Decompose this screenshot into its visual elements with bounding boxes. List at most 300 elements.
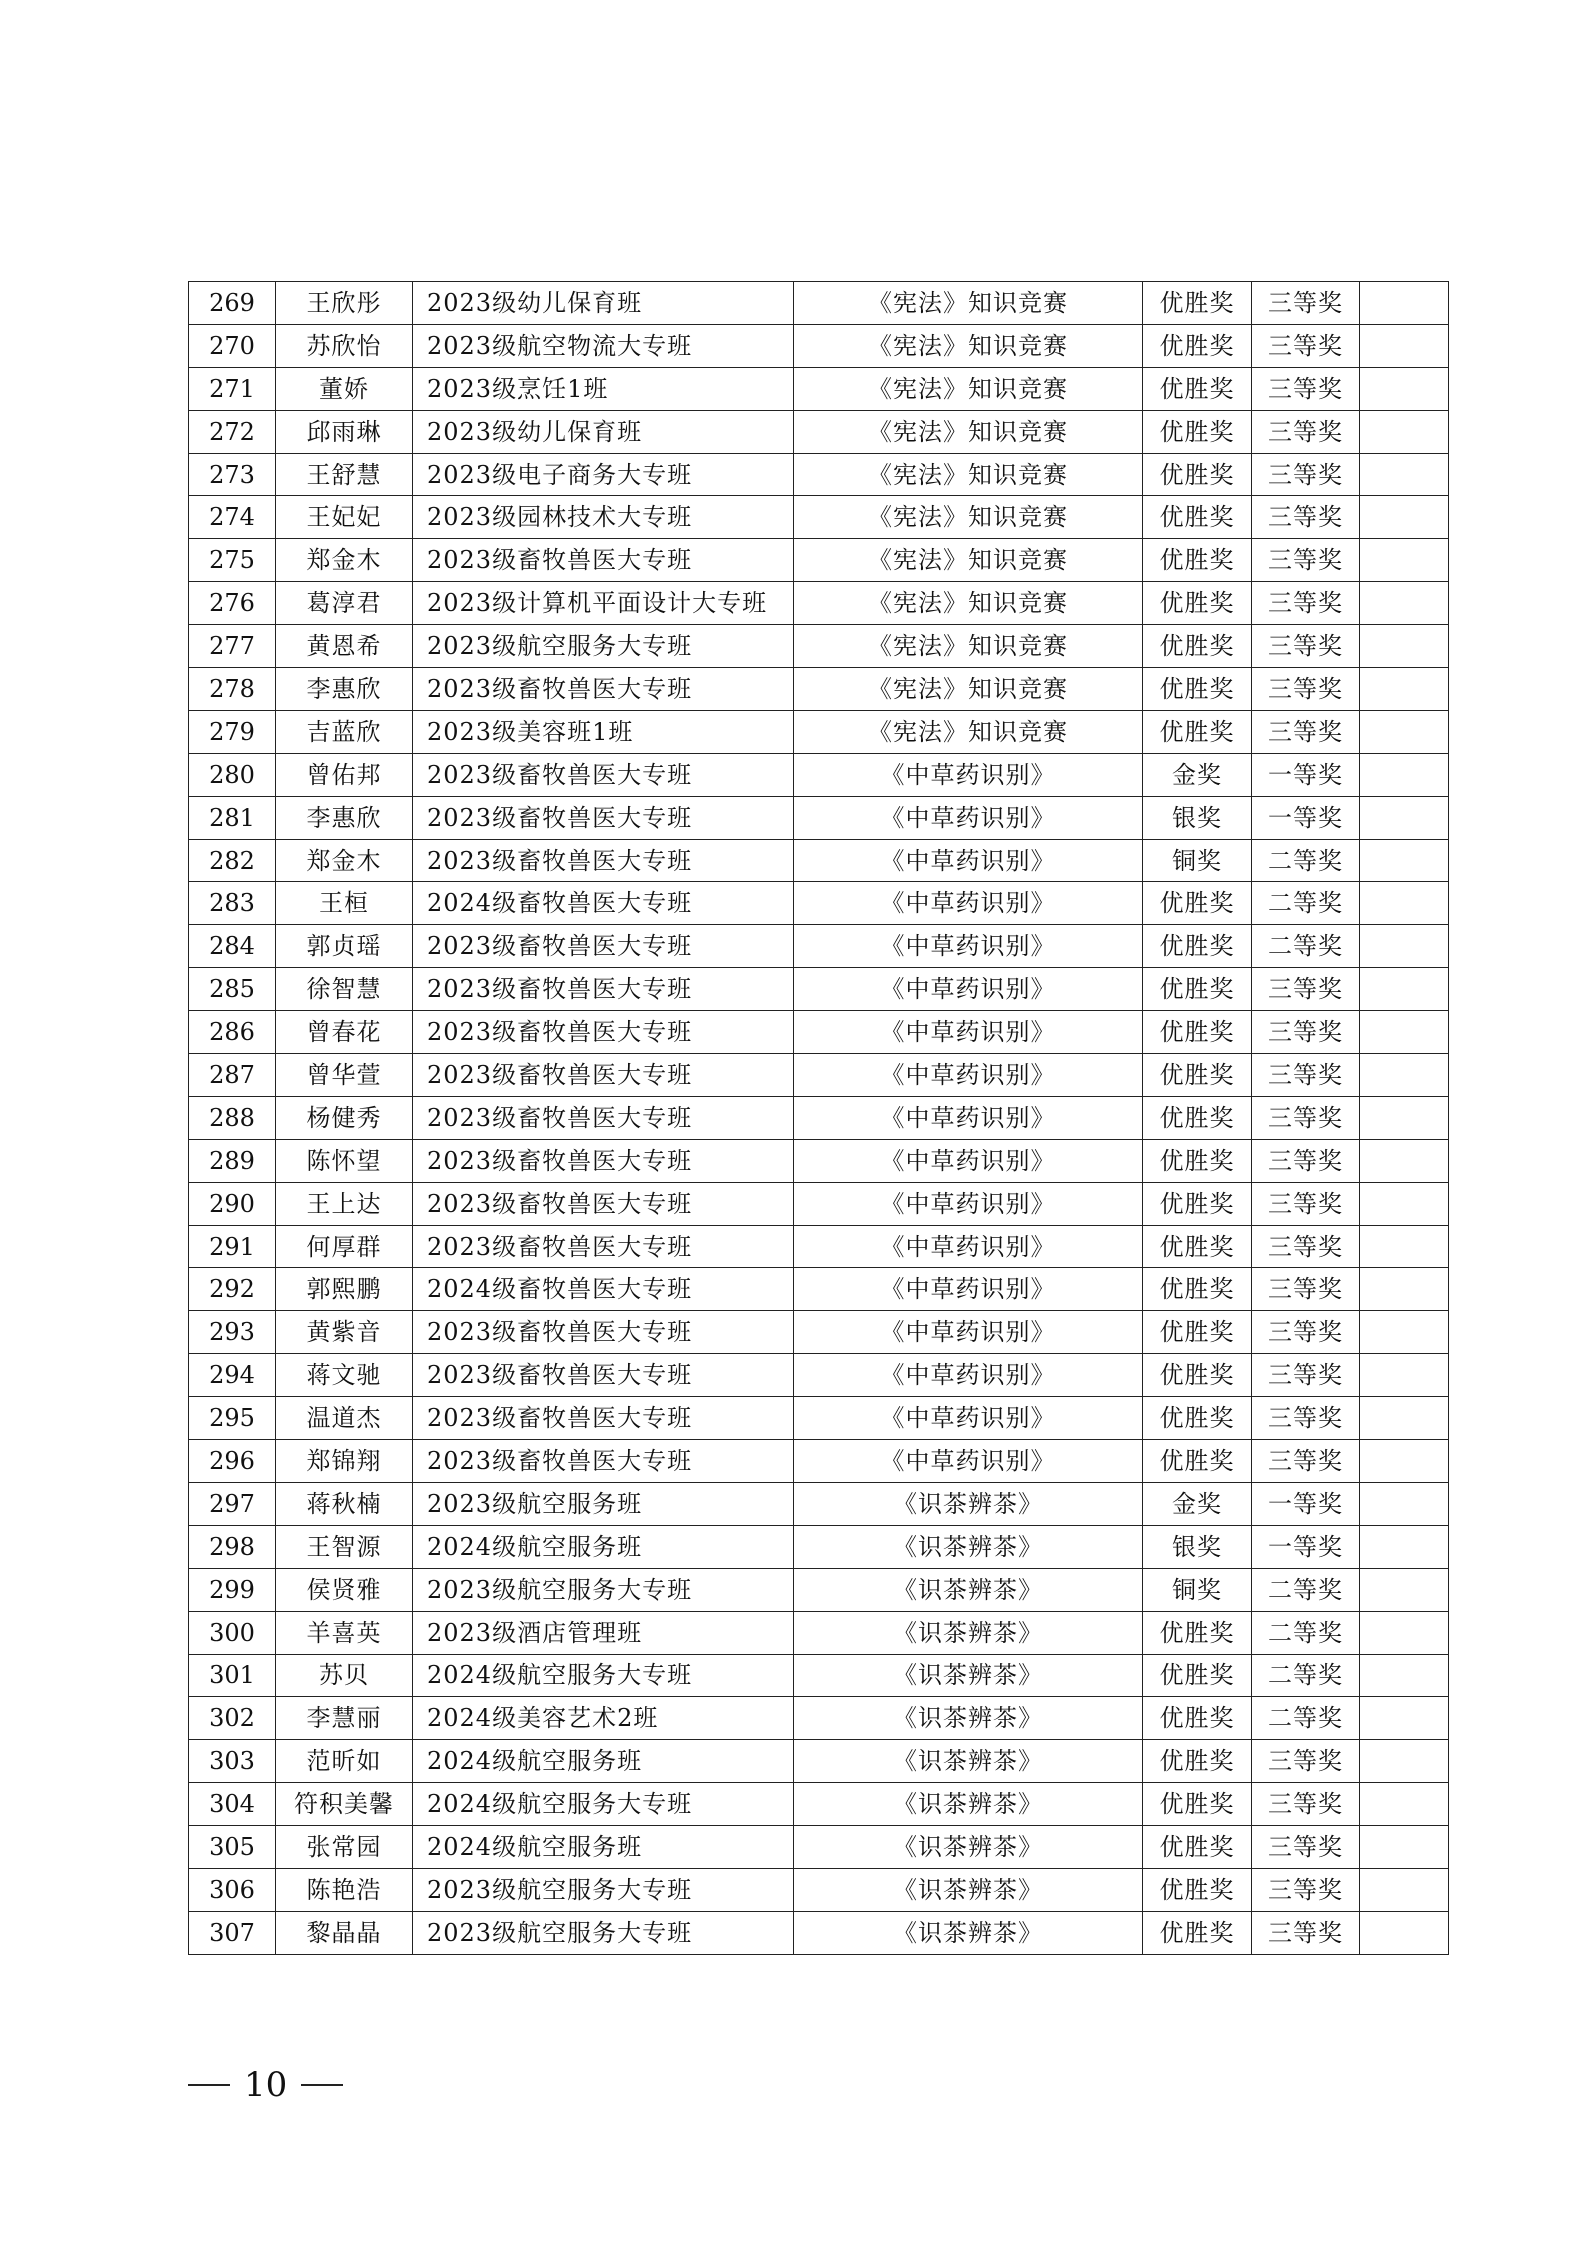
cell-award: 优胜奖 (1143, 1311, 1252, 1354)
cell-name: 何厚群 (276, 1225, 413, 1268)
cell-name: 李惠欣 (276, 668, 413, 711)
cell-remark (1360, 1568, 1449, 1611)
cell-award: 优胜奖 (1143, 1011, 1252, 1054)
cell-grade: 三等奖 (1252, 410, 1360, 453)
cell-grade: 三等奖 (1252, 1096, 1360, 1139)
cell-grade: 二等奖 (1252, 1654, 1360, 1697)
cell-class: 2023级计算机平面设计大专班 (413, 582, 794, 625)
cell-name: 王智源 (276, 1525, 413, 1568)
cell-number: 306 (189, 1868, 276, 1911)
cell-class: 2023级畜牧兽医大专班 (413, 1054, 794, 1097)
cell-name: 苏贝 (276, 1654, 413, 1697)
cell-competition: 《识茶辨茶》 (794, 1783, 1143, 1826)
cell-award: 优胜奖 (1143, 1697, 1252, 1740)
cell-competition: 《宪法》知识竞赛 (794, 625, 1143, 668)
cell-award: 优胜奖 (1143, 668, 1252, 711)
cell-competition: 《中草药识别》 (794, 1311, 1143, 1354)
table-row (189, 1139, 1449, 1182)
cell-grade: 三等奖 (1252, 1826, 1360, 1869)
cell-number: 280 (189, 753, 276, 796)
cell-competition: 《宪法》知识竞赛 (794, 539, 1143, 582)
table-row (189, 453, 1449, 496)
cell-award: 优胜奖 (1143, 1654, 1252, 1697)
cell-grade: 三等奖 (1252, 282, 1360, 325)
cell-class: 2023级园林技术大专班 (413, 496, 794, 539)
cell-grade: 三等奖 (1252, 1868, 1360, 1911)
cell-remark (1360, 1182, 1449, 1225)
cell-award: 优胜奖 (1143, 1868, 1252, 1911)
cell-class: 2023级畜牧兽医大专班 (413, 668, 794, 711)
table-row (189, 925, 1449, 968)
page-number-dash-right (301, 2084, 343, 2086)
table-row (189, 1011, 1449, 1054)
table-row (189, 1525, 1449, 1568)
cell-number: 275 (189, 539, 276, 582)
table-row (189, 710, 1449, 753)
cell-remark (1360, 925, 1449, 968)
cell-class: 2023级畜牧兽医大专班 (413, 1354, 794, 1397)
cell-name: 黄紫音 (276, 1311, 413, 1354)
cell-award: 优胜奖 (1143, 710, 1252, 753)
cell-remark (1360, 367, 1449, 410)
cell-remark (1360, 282, 1449, 325)
cell-grade: 三等奖 (1252, 1911, 1360, 1954)
cell-class: 2024级畜牧兽医大专班 (413, 882, 794, 925)
cell-competition: 《宪法》知识竞赛 (794, 324, 1143, 367)
cell-name: 李慧丽 (276, 1697, 413, 1740)
cell-award: 优胜奖 (1143, 282, 1252, 325)
cell-name: 温道杰 (276, 1397, 413, 1440)
cell-competition: 《中草药识别》 (794, 1096, 1143, 1139)
cell-remark (1360, 1225, 1449, 1268)
cell-number: 297 (189, 1482, 276, 1525)
cell-name: 郑金木 (276, 839, 413, 882)
table-row (189, 1911, 1449, 1954)
table-row (189, 1354, 1449, 1397)
cell-competition: 《识茶辨茶》 (794, 1611, 1143, 1654)
cell-grade: 一等奖 (1252, 1525, 1360, 1568)
table-row (189, 1268, 1449, 1311)
cell-grade: 二等奖 (1252, 925, 1360, 968)
cell-name: 王上达 (276, 1182, 413, 1225)
cell-number: 271 (189, 367, 276, 410)
cell-name: 郭贞瑶 (276, 925, 413, 968)
cell-grade: 一等奖 (1252, 1482, 1360, 1525)
table-row (189, 625, 1449, 668)
cell-name: 郭熙鹏 (276, 1268, 413, 1311)
table-row (189, 1397, 1449, 1440)
cell-class: 2023级幼儿保育班 (413, 282, 794, 325)
cell-competition: 《中草药识别》 (794, 1139, 1143, 1182)
cell-number: 296 (189, 1440, 276, 1483)
cell-award: 优胜奖 (1143, 453, 1252, 496)
cell-number: 288 (189, 1096, 276, 1139)
cell-class: 2023级航空服务大专班 (413, 1568, 794, 1611)
cell-name: 李惠欣 (276, 796, 413, 839)
cell-class: 2023级畜牧兽医大专班 (413, 1225, 794, 1268)
cell-award: 优胜奖 (1143, 1826, 1252, 1869)
page-number-dash-left (188, 2084, 230, 2086)
cell-remark (1360, 796, 1449, 839)
cell-award: 金奖 (1143, 753, 1252, 796)
table-row (189, 796, 1449, 839)
cell-class: 2023级航空服务大专班 (413, 1868, 794, 1911)
cell-award: 银奖 (1143, 796, 1252, 839)
cell-class: 2023级畜牧兽医大专班 (413, 539, 794, 582)
cell-award: 优胜奖 (1143, 1440, 1252, 1483)
cell-name: 吉蓝欣 (276, 710, 413, 753)
cell-name: 范昕如 (276, 1740, 413, 1783)
cell-class: 2023级畜牧兽医大专班 (413, 1440, 794, 1483)
cell-name: 董娇 (276, 367, 413, 410)
cell-name: 曾佑邦 (276, 753, 413, 796)
cell-number: 281 (189, 796, 276, 839)
table-row (189, 1868, 1449, 1911)
table-row (189, 968, 1449, 1011)
cell-competition: 《识茶辨茶》 (794, 1826, 1143, 1869)
cell-competition: 《识茶辨茶》 (794, 1654, 1143, 1697)
table-row (189, 1568, 1449, 1611)
cell-class: 2024级航空服务班 (413, 1826, 794, 1869)
cell-remark (1360, 1525, 1449, 1568)
cell-competition: 《宪法》知识竞赛 (794, 668, 1143, 711)
cell-grade: 三等奖 (1252, 968, 1360, 1011)
cell-competition: 《宪法》知识竞赛 (794, 710, 1143, 753)
cell-number: 304 (189, 1783, 276, 1826)
cell-class: 2024级航空服务班 (413, 1740, 794, 1783)
cell-class: 2024级航空服务大专班 (413, 1783, 794, 1826)
cell-remark (1360, 1740, 1449, 1783)
cell-award: 优胜奖 (1143, 582, 1252, 625)
cell-grade: 三等奖 (1252, 1354, 1360, 1397)
cell-remark (1360, 1011, 1449, 1054)
cell-remark (1360, 882, 1449, 925)
cell-grade: 三等奖 (1252, 1011, 1360, 1054)
cell-number: 299 (189, 1568, 276, 1611)
cell-class: 2023级畜牧兽医大专班 (413, 925, 794, 968)
cell-name: 苏欣怡 (276, 324, 413, 367)
table-row (189, 496, 1449, 539)
cell-grade: 三等奖 (1252, 1054, 1360, 1097)
cell-award: 优胜奖 (1143, 1268, 1252, 1311)
cell-grade: 三等奖 (1252, 496, 1360, 539)
cell-name: 陈怀望 (276, 1139, 413, 1182)
cell-number: 302 (189, 1697, 276, 1740)
cell-award: 优胜奖 (1143, 1397, 1252, 1440)
cell-competition: 《中草药识别》 (794, 796, 1143, 839)
table-row (189, 753, 1449, 796)
cell-class: 2023级畜牧兽医大专班 (413, 753, 794, 796)
cell-remark (1360, 968, 1449, 1011)
cell-remark (1360, 1611, 1449, 1654)
cell-grade: 三等奖 (1252, 1268, 1360, 1311)
cell-grade: 三等奖 (1252, 668, 1360, 711)
table-row (189, 367, 1449, 410)
cell-competition: 《识茶辨茶》 (794, 1482, 1143, 1525)
cell-number: 277 (189, 625, 276, 668)
cell-class: 2023级航空服务大专班 (413, 1911, 794, 1954)
cell-name: 徐智慧 (276, 968, 413, 1011)
cell-name: 黄恩希 (276, 625, 413, 668)
cell-remark (1360, 1354, 1449, 1397)
cell-number: 303 (189, 1740, 276, 1783)
cell-class: 2023级航空服务班 (413, 1482, 794, 1525)
cell-name: 曾华萱 (276, 1054, 413, 1097)
cell-award: 优胜奖 (1143, 1611, 1252, 1654)
table-row (189, 1182, 1449, 1225)
cell-name: 侯贤雅 (276, 1568, 413, 1611)
cell-grade: 三等奖 (1252, 1397, 1360, 1440)
cell-name: 黎晶晶 (276, 1911, 413, 1954)
cell-name: 羊喜英 (276, 1611, 413, 1654)
cell-number: 279 (189, 710, 276, 753)
table-row (189, 1440, 1449, 1483)
cell-competition: 《中草药识别》 (794, 925, 1143, 968)
cell-remark (1360, 1868, 1449, 1911)
cell-number: 307 (189, 1911, 276, 1954)
cell-name: 蒋秋楠 (276, 1482, 413, 1525)
cell-remark (1360, 1482, 1449, 1525)
cell-name: 郑金木 (276, 539, 413, 582)
cell-award: 优胜奖 (1143, 968, 1252, 1011)
cell-competition: 《中草药识别》 (794, 1268, 1143, 1311)
cell-remark (1360, 1397, 1449, 1440)
cell-remark (1360, 324, 1449, 367)
table-row (189, 282, 1449, 325)
cell-award: 优胜奖 (1143, 1354, 1252, 1397)
cell-competition: 《识茶辨茶》 (794, 1911, 1143, 1954)
table-row (189, 1311, 1449, 1354)
cell-class: 2023级畜牧兽医大专班 (413, 1139, 794, 1182)
cell-class: 2023级美容班1班 (413, 710, 794, 753)
cell-name: 符积美馨 (276, 1783, 413, 1826)
cell-award: 铜奖 (1143, 839, 1252, 882)
cell-class: 2023级畜牧兽医大专班 (413, 1311, 794, 1354)
cell-award: 优胜奖 (1143, 882, 1252, 925)
cell-competition: 《中草药识别》 (794, 1011, 1143, 1054)
cell-remark (1360, 1654, 1449, 1697)
cell-grade: 三等奖 (1252, 324, 1360, 367)
page-number (188, 2065, 343, 2105)
cell-competition: 《识茶辨茶》 (794, 1525, 1143, 1568)
cell-number: 273 (189, 453, 276, 496)
award-table (188, 281, 1449, 1955)
cell-number: 272 (189, 410, 276, 453)
cell-award: 优胜奖 (1143, 925, 1252, 968)
cell-number: 291 (189, 1225, 276, 1268)
cell-number: 301 (189, 1654, 276, 1697)
cell-competition: 《中草药识别》 (794, 753, 1143, 796)
cell-remark (1360, 710, 1449, 753)
cell-award: 优胜奖 (1143, 410, 1252, 453)
cell-award: 优胜奖 (1143, 1182, 1252, 1225)
cell-remark (1360, 1826, 1449, 1869)
cell-number: 282 (189, 839, 276, 882)
cell-class: 2024级航空服务班 (413, 1525, 794, 1568)
cell-name: 王妃妃 (276, 496, 413, 539)
table-row (189, 582, 1449, 625)
cell-remark (1360, 410, 1449, 453)
cell-remark (1360, 1139, 1449, 1182)
cell-competition: 《宪法》知识竞赛 (794, 496, 1143, 539)
cell-competition: 《宪法》知识竞赛 (794, 282, 1143, 325)
cell-grade: 三等奖 (1252, 1783, 1360, 1826)
cell-grade: 三等奖 (1252, 453, 1360, 496)
table-row (189, 1740, 1449, 1783)
cell-grade: 三等奖 (1252, 582, 1360, 625)
cell-number: 278 (189, 668, 276, 711)
cell-award: 优胜奖 (1143, 324, 1252, 367)
cell-number: 305 (189, 1826, 276, 1869)
cell-grade: 二等奖 (1252, 1611, 1360, 1654)
cell-award: 优胜奖 (1143, 367, 1252, 410)
cell-grade: 二等奖 (1252, 882, 1360, 925)
cell-number: 295 (189, 1397, 276, 1440)
cell-class: 2023级畜牧兽医大专班 (413, 1011, 794, 1054)
cell-grade: 一等奖 (1252, 753, 1360, 796)
cell-class: 2023级航空物流大专班 (413, 324, 794, 367)
cell-competition: 《中草药识别》 (794, 1354, 1143, 1397)
cell-name: 曾春花 (276, 1011, 413, 1054)
cell-grade: 三等奖 (1252, 1311, 1360, 1354)
cell-competition: 《识茶辨茶》 (794, 1740, 1143, 1783)
cell-class: 2023级酒店管理班 (413, 1611, 794, 1654)
cell-competition: 《中草药识别》 (794, 1397, 1143, 1440)
table-row (189, 539, 1449, 582)
cell-award: 优胜奖 (1143, 625, 1252, 668)
cell-competition: 《识茶辨茶》 (794, 1568, 1143, 1611)
cell-remark (1360, 753, 1449, 796)
cell-number: 269 (189, 282, 276, 325)
cell-grade: 三等奖 (1252, 1139, 1360, 1182)
cell-class: 2023级畜牧兽医大专班 (413, 1182, 794, 1225)
cell-number: 286 (189, 1011, 276, 1054)
table-row (189, 1096, 1449, 1139)
cell-number: 285 (189, 968, 276, 1011)
table-row (189, 410, 1449, 453)
cell-remark (1360, 1311, 1449, 1354)
cell-award: 优胜奖 (1143, 1054, 1252, 1097)
cell-grade: 二等奖 (1252, 1697, 1360, 1740)
cell-award: 优胜奖 (1143, 1740, 1252, 1783)
cell-number: 300 (189, 1611, 276, 1654)
cell-name: 王桓 (276, 882, 413, 925)
cell-competition: 《中草药识别》 (794, 1182, 1143, 1225)
cell-award: 银奖 (1143, 1525, 1252, 1568)
cell-award: 优胜奖 (1143, 496, 1252, 539)
cell-remark (1360, 839, 1449, 882)
cell-grade: 三等奖 (1252, 539, 1360, 582)
cell-award: 优胜奖 (1143, 539, 1252, 582)
cell-competition: 《宪法》知识竞赛 (794, 367, 1143, 410)
table-row (189, 668, 1449, 711)
table-row (189, 1482, 1449, 1525)
cell-class: 2023级烹饪1班 (413, 367, 794, 410)
cell-remark (1360, 582, 1449, 625)
cell-remark (1360, 1783, 1449, 1826)
table-row (189, 1611, 1449, 1654)
cell-class: 2024级航空服务大专班 (413, 1654, 794, 1697)
cell-award: 优胜奖 (1143, 1911, 1252, 1954)
page-number-value: 10 (244, 2065, 288, 2105)
cell-name: 郑锦翔 (276, 1440, 413, 1483)
cell-grade: 二等奖 (1252, 1568, 1360, 1611)
cell-remark (1360, 1054, 1449, 1097)
cell-competition: 《中草药识别》 (794, 1054, 1143, 1097)
cell-grade: 三等奖 (1252, 625, 1360, 668)
cell-class: 2023级畜牧兽医大专班 (413, 796, 794, 839)
cell-class: 2023级畜牧兽医大专班 (413, 968, 794, 1011)
cell-award: 优胜奖 (1143, 1225, 1252, 1268)
table-row (189, 1697, 1449, 1740)
cell-grade: 三等奖 (1252, 1740, 1360, 1783)
table-row (189, 839, 1449, 882)
table-row (189, 324, 1449, 367)
cell-grade: 三等奖 (1252, 367, 1360, 410)
cell-class: 2024级美容艺术2班 (413, 1697, 794, 1740)
table-row (189, 1654, 1449, 1697)
cell-class: 2023级畜牧兽医大专班 (413, 1096, 794, 1139)
cell-competition: 《中草药识别》 (794, 839, 1143, 882)
cell-number: 298 (189, 1525, 276, 1568)
cell-remark (1360, 1268, 1449, 1311)
cell-competition: 《宪法》知识竞赛 (794, 453, 1143, 496)
cell-grade: 三等奖 (1252, 710, 1360, 753)
table-row (189, 1826, 1449, 1869)
cell-name: 陈艳浩 (276, 1868, 413, 1911)
cell-name: 张常园 (276, 1826, 413, 1869)
cell-remark (1360, 1440, 1449, 1483)
cell-grade: 三等奖 (1252, 1225, 1360, 1268)
cell-competition: 《中草药识别》 (794, 1440, 1143, 1483)
cell-number: 290 (189, 1182, 276, 1225)
cell-name: 杨健秀 (276, 1096, 413, 1139)
table-row (189, 1225, 1449, 1268)
cell-remark (1360, 625, 1449, 668)
cell-award: 优胜奖 (1143, 1096, 1252, 1139)
award-table-body (189, 282, 1449, 1955)
cell-class: 2023级畜牧兽医大专班 (413, 839, 794, 882)
cell-class: 2023级电子商务大专班 (413, 453, 794, 496)
cell-grade: 一等奖 (1252, 796, 1360, 839)
cell-number: 287 (189, 1054, 276, 1097)
cell-competition: 《中草药识别》 (794, 1225, 1143, 1268)
cell-remark (1360, 668, 1449, 711)
cell-class: 2024级畜牧兽医大专班 (413, 1268, 794, 1311)
cell-remark (1360, 539, 1449, 582)
cell-number: 283 (189, 882, 276, 925)
cell-remark (1360, 1911, 1449, 1954)
cell-competition: 《识茶辨茶》 (794, 1868, 1143, 1911)
cell-number: 284 (189, 925, 276, 968)
cell-award: 优胜奖 (1143, 1783, 1252, 1826)
cell-competition: 《识茶辨茶》 (794, 1697, 1143, 1740)
cell-name: 王舒慧 (276, 453, 413, 496)
cell-class: 2023级航空服务大专班 (413, 625, 794, 668)
cell-grade: 二等奖 (1252, 839, 1360, 882)
cell-competition: 《宪法》知识竞赛 (794, 582, 1143, 625)
cell-number: 292 (189, 1268, 276, 1311)
cell-name: 蒋文驰 (276, 1354, 413, 1397)
cell-name: 王欣彤 (276, 282, 413, 325)
cell-class: 2023级幼儿保育班 (413, 410, 794, 453)
cell-remark (1360, 1096, 1449, 1139)
cell-award: 金奖 (1143, 1482, 1252, 1525)
cell-number: 274 (189, 496, 276, 539)
cell-number: 270 (189, 324, 276, 367)
table-row (189, 882, 1449, 925)
cell-grade: 三等奖 (1252, 1182, 1360, 1225)
